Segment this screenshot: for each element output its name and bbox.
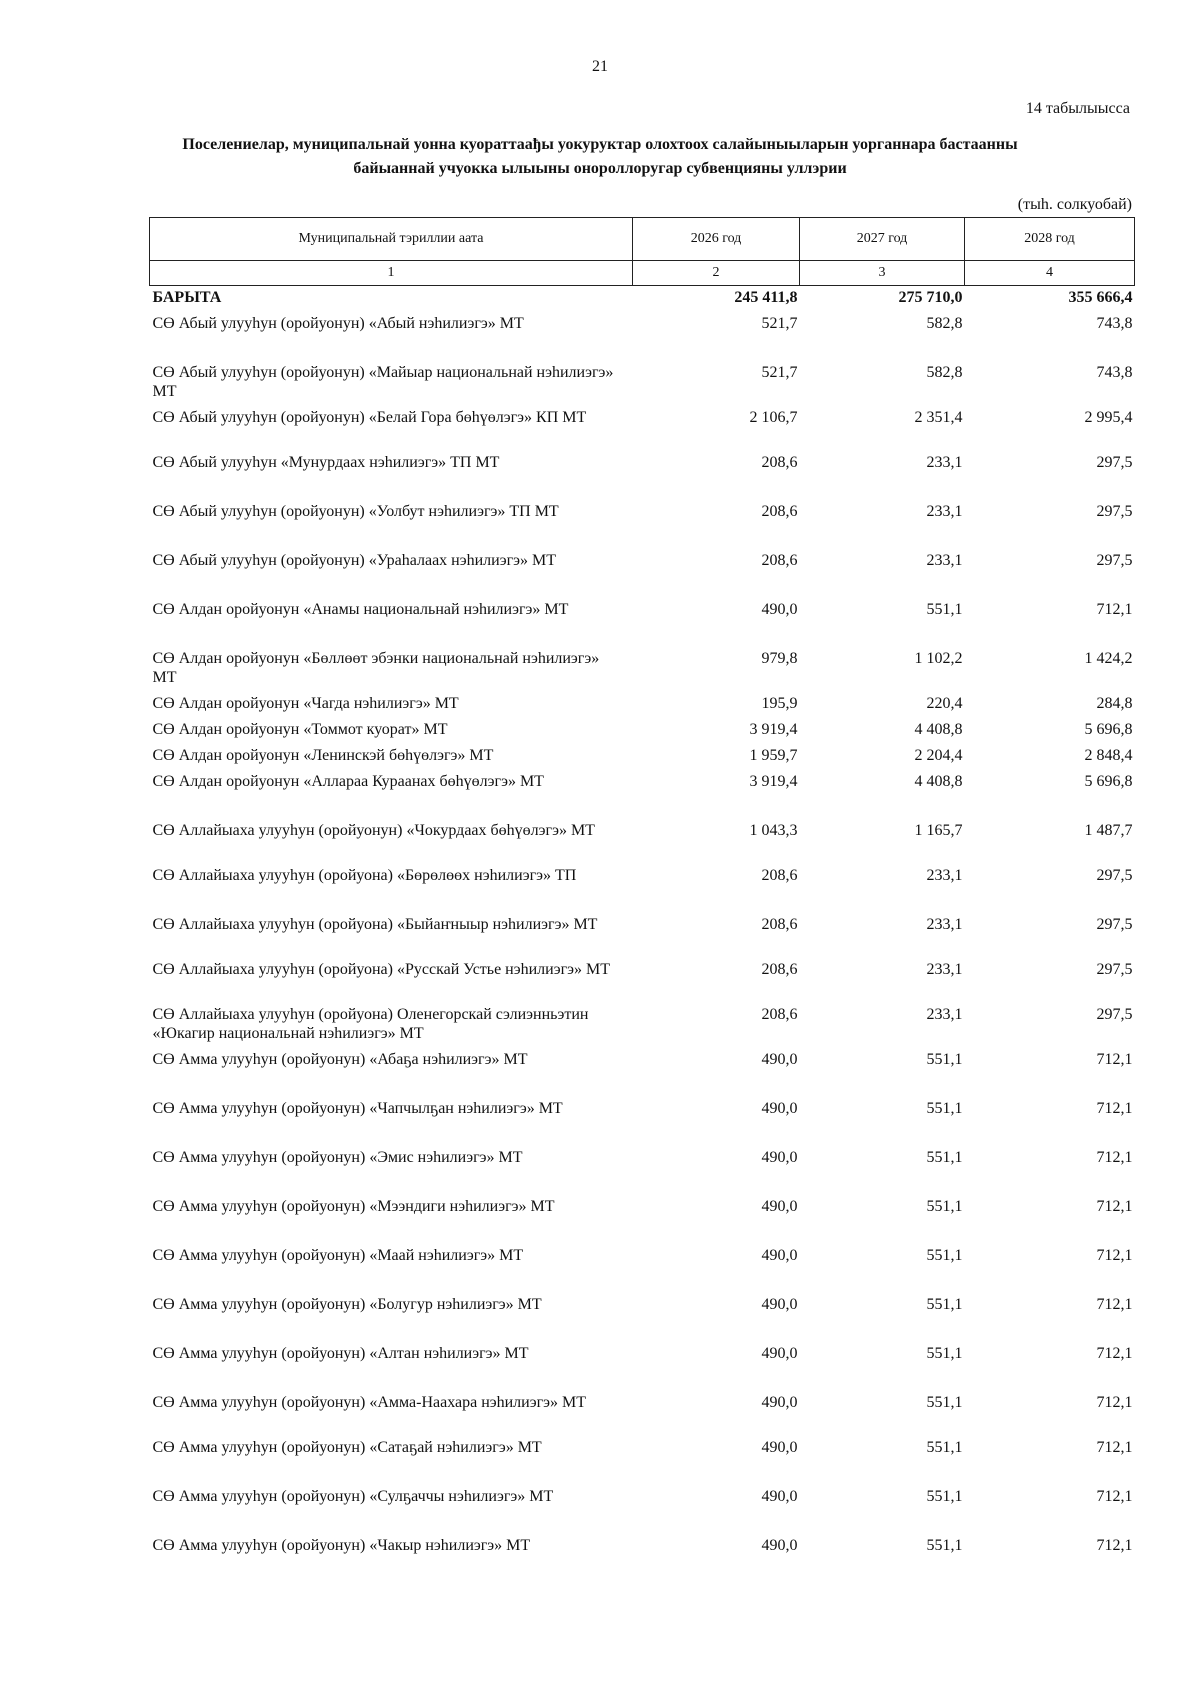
value-2028: 2 848,4 xyxy=(1084,747,1133,764)
value-2028: 297,5 xyxy=(1096,503,1133,520)
value-2027: 551,1 xyxy=(926,1439,963,1456)
table-row xyxy=(150,1148,1135,1197)
column-number-row xyxy=(150,261,1135,286)
table-row xyxy=(150,502,1135,551)
value-2027: 220,4 xyxy=(926,695,963,712)
value-2026: 3 919,4 xyxy=(749,721,798,738)
table-row xyxy=(150,960,1135,1005)
value-2026: 208,6 xyxy=(761,916,798,933)
total-2027: 275 710,0 xyxy=(898,289,963,306)
table-row xyxy=(150,821,1135,866)
title-line-2: байыаннай учуокка ылыыны онороллоругар субвенцияны уллэрии xyxy=(353,160,847,177)
municipality-name: СӨ Амма улууһун (оройуонун) «Сатаҕай нэһилиэгэ» МТ xyxy=(152,1439,542,1456)
value-2028: 5 696,8 xyxy=(1084,773,1133,790)
table-row xyxy=(150,649,1135,694)
table-row xyxy=(150,1536,1135,1585)
value-2026: 490,0 xyxy=(761,1149,798,1166)
municipality-name: СӨ Алдан оройуонун «Анамы национальнай нэһилиэгэ» МТ xyxy=(152,601,569,618)
value-2027: 551,1 xyxy=(926,1100,963,1117)
value-2026: 490,0 xyxy=(761,1100,798,1117)
value-2027: 551,1 xyxy=(926,1198,963,1215)
municipality-name: СӨ Абый улууһун (оройуонун) «Ураһалаах нэһилиэгэ» МТ xyxy=(152,552,556,569)
value-2026: 490,0 xyxy=(761,1247,798,1264)
value-2026: 490,0 xyxy=(761,1439,798,1456)
value-2026: 490,0 xyxy=(761,601,798,618)
value-2026: 490,0 xyxy=(761,1394,798,1411)
value-2028: 1 424,2 xyxy=(1084,650,1133,667)
value-2026: 490,0 xyxy=(761,1345,798,1362)
value-2027: 1 165,7 xyxy=(914,822,963,839)
value-2028: 712,1 xyxy=(1096,1394,1133,1411)
value-2027: 233,1 xyxy=(926,916,963,933)
value-2026: 1 959,7 xyxy=(749,747,798,764)
value-2028: 712,1 xyxy=(1096,1345,1133,1362)
municipality-name: СӨ Абый улууһун (оройуонун) «Майыар национальнай нэһилиэгэ» МТ xyxy=(152,364,614,400)
value-2026: 208,6 xyxy=(761,867,798,884)
municipality-name: СӨ Алдан оройуонун «Аллараа Кураанах бөһүөлэгэ» МТ xyxy=(152,773,544,790)
units-label: (тыһ. солкуобай) xyxy=(1017,196,1132,213)
municipality-name: СӨ Амма улууһун (оройуонун) «Амма-Наахара нэһилиэгэ» МТ xyxy=(152,1394,587,1411)
municipality-name: СӨ Абый улууһун (оройуонун) «Белай Гора бөһүөлэгэ» КП МТ xyxy=(152,409,587,426)
value-2028: 712,1 xyxy=(1096,1488,1133,1505)
value-2028: 297,5 xyxy=(1096,961,1133,978)
table-row xyxy=(150,915,1135,960)
value-2027: 582,8 xyxy=(926,315,963,332)
subvention-table xyxy=(149,217,1135,1585)
table-row xyxy=(150,1295,1135,1344)
municipality-name: СӨ Аллайыаха улууһун (оройуона) «Русскай Устье нэһилиэгэ» МТ xyxy=(152,961,611,978)
municipality-name: СӨ Амма улууһун (оройуонун) «Чапчылҕан нэһилиэгэ» МТ xyxy=(152,1100,563,1117)
municipality-name: СӨ Амма улууһун (оройуонун) «Сулҕаччы нэһилиэгэ» МТ xyxy=(152,1488,554,1505)
municipality-name: СӨ Абый улууһун (оройуонун) «Уолбут нэһилиэгэ» ТП МТ xyxy=(152,503,559,520)
value-2027: 4 408,8 xyxy=(914,773,963,790)
value-2028: 743,8 xyxy=(1096,364,1133,381)
value-2026: 521,7 xyxy=(761,364,798,381)
table-row xyxy=(150,1099,1135,1148)
value-2026: 208,6 xyxy=(761,961,798,978)
value-2026: 208,6 xyxy=(761,454,798,471)
table-row xyxy=(150,551,1135,600)
table-row xyxy=(150,1487,1135,1536)
table-row xyxy=(150,600,1135,649)
column-number: 2 xyxy=(633,261,800,286)
total-2026: 245 411,8 xyxy=(734,289,798,306)
value-2028: 5 696,8 xyxy=(1084,721,1133,738)
municipality-name: СӨ Абый улууһун (оройуонун) «Абый нэһилиэгэ» МТ xyxy=(152,315,524,332)
appendix-label: 14 табылыысса xyxy=(1025,100,1130,117)
table-row xyxy=(150,720,1135,746)
value-2027: 551,1 xyxy=(926,1488,963,1505)
value-2026: 490,0 xyxy=(761,1488,798,1505)
value-2027: 551,1 xyxy=(926,1537,963,1554)
table-row xyxy=(150,453,1135,502)
value-2026: 490,0 xyxy=(761,1198,798,1215)
value-2027: 551,1 xyxy=(926,1345,963,1362)
value-2026: 2 106,7 xyxy=(749,409,798,426)
value-2027: 233,1 xyxy=(926,552,963,569)
value-2027: 551,1 xyxy=(926,1051,963,1068)
municipality-name: СӨ Алдан оройуонун «Ленинскэй бөһүөлэгэ» МТ xyxy=(152,747,494,764)
column-number: 1 xyxy=(150,261,633,286)
value-2027: 582,8 xyxy=(926,364,963,381)
value-2027: 551,1 xyxy=(926,1149,963,1166)
value-2027: 2 351,4 xyxy=(914,409,963,426)
table-row xyxy=(150,1050,1135,1099)
total-2028: 355 666,4 xyxy=(1068,289,1133,306)
value-2027: 233,1 xyxy=(926,961,963,978)
municipality-name: СӨ Амма улууһун (оройуонун) «Маай нэһилиэгэ» МТ xyxy=(152,1247,524,1264)
value-2027: 233,1 xyxy=(926,867,963,884)
table-row xyxy=(150,314,1135,363)
value-2027: 233,1 xyxy=(926,1006,963,1023)
value-2028: 712,1 xyxy=(1096,1198,1133,1215)
municipality-name: СӨ Аллайыаха улууһун (оройуона) «Быйаҥныыр нэһилиэгэ» МТ xyxy=(152,916,598,933)
value-2028: 297,5 xyxy=(1096,552,1133,569)
municipality-name: СӨ Аллайыаха улууһун (оройуонун) «Чокурдаах бөһүөлэгэ» МТ xyxy=(152,822,595,839)
value-2026: 521,7 xyxy=(761,315,798,332)
value-2028: 297,5 xyxy=(1096,1006,1133,1023)
value-2027: 233,1 xyxy=(926,454,963,471)
value-2028: 297,5 xyxy=(1096,916,1133,933)
municipality-name: СӨ Амма улууһун (оройуонун) «Алтан нэһилиэгэ» МТ xyxy=(152,1345,529,1362)
value-2027: 551,1 xyxy=(926,1394,963,1411)
value-2028: 297,5 xyxy=(1096,867,1133,884)
header-municipality: Муниципальнай тэриллии аата xyxy=(150,218,633,261)
table-row xyxy=(150,1438,1135,1487)
page-number: 21 xyxy=(592,58,608,75)
value-2026: 979,8 xyxy=(761,650,798,667)
table-row xyxy=(150,1197,1135,1246)
table-row xyxy=(150,1005,1135,1050)
table-row xyxy=(150,866,1135,915)
value-2028: 712,1 xyxy=(1096,1100,1133,1117)
municipality-name: СӨ Амма улууһун (оройуонун) «Болугур нэһилиэгэ» МТ xyxy=(152,1296,542,1313)
municipality-name: СӨ Аллайыаха улууһун (оройуона) «Бөрөлөөх нэһилиэгэ» ТП xyxy=(152,867,577,884)
table-header-row xyxy=(150,218,1135,261)
value-2027: 551,1 xyxy=(926,601,963,618)
value-2028: 284,8 xyxy=(1096,695,1133,712)
header-2026: 2026 год xyxy=(633,218,800,261)
value-2028: 712,1 xyxy=(1096,1439,1133,1456)
table-body xyxy=(150,314,1135,1585)
table-row xyxy=(150,772,1135,821)
value-2027: 4 408,8 xyxy=(914,721,963,738)
value-2028: 712,1 xyxy=(1096,1149,1133,1166)
value-2028: 712,1 xyxy=(1096,1247,1133,1264)
total-row xyxy=(150,286,1135,315)
table-row xyxy=(150,1246,1135,1295)
value-2028: 712,1 xyxy=(1096,601,1133,618)
value-2026: 1 043,3 xyxy=(749,822,798,839)
value-2028: 712,1 xyxy=(1096,1051,1133,1068)
municipality-name: СӨ Амма улууһун (оройуонун) «Эмис нэһилиэгэ» МТ xyxy=(152,1149,523,1166)
municipality-name: СӨ Амма улууһун (оройуонун) «Чакыр нэһилиэгэ» МТ xyxy=(152,1537,531,1554)
column-number: 3 xyxy=(800,261,965,286)
value-2027: 551,1 xyxy=(926,1296,963,1313)
value-2026: 195,9 xyxy=(761,695,798,712)
value-2026: 490,0 xyxy=(761,1537,798,1554)
value-2028: 2 995,4 xyxy=(1084,409,1133,426)
document-title xyxy=(150,133,1050,181)
value-2026: 208,6 xyxy=(761,503,798,520)
value-2026: 208,6 xyxy=(761,552,798,569)
value-2027: 233,1 xyxy=(926,503,963,520)
value-2026: 3 919,4 xyxy=(749,773,798,790)
municipality-name: СӨ Алдан оройуонун «Бөллөөт эбэнки национальнай нэһилиэгэ» МТ xyxy=(152,650,600,686)
table-row xyxy=(150,1393,1135,1438)
value-2027: 1 102,2 xyxy=(914,650,963,667)
value-2028: 712,1 xyxy=(1096,1296,1133,1313)
header-2027: 2027 год xyxy=(800,218,965,261)
value-2028: 712,1 xyxy=(1096,1537,1133,1554)
value-2026: 490,0 xyxy=(761,1051,798,1068)
table-row xyxy=(150,363,1135,408)
value-2027: 2 204,4 xyxy=(914,747,963,764)
value-2026: 208,6 xyxy=(761,1006,798,1023)
table-row xyxy=(150,694,1135,720)
value-2027: 551,1 xyxy=(926,1247,963,1264)
total-label: БАРЫТА xyxy=(152,289,222,306)
value-2028: 1 487,7 xyxy=(1084,822,1133,839)
value-2028: 297,5 xyxy=(1096,454,1133,471)
header-2028: 2028 год xyxy=(965,218,1135,261)
municipality-name: СӨ Алдан оройуонун «Чагда нэһилиэгэ» МТ xyxy=(152,695,459,712)
municipality-name: СӨ Амма улууһун (оройуонун) «Мээндиги нэһилиэгэ» МТ xyxy=(152,1198,555,1215)
value-2026: 490,0 xyxy=(761,1296,798,1313)
table-row xyxy=(150,1344,1135,1393)
municipality-name: СӨ Аллайыаха улууһун (оройуона) Оленегорскай сэлиэнньэтин «Юкагир национальнай нэһилиэгэ» МТ xyxy=(152,1006,589,1042)
table-row xyxy=(150,408,1135,453)
table-row xyxy=(150,746,1135,772)
municipality-name: СӨ Алдан оройуонун «Томмот куорат» МТ xyxy=(152,721,448,738)
municipality-name: СӨ Амма улууһун (оройуонун) «Абаҕа нэһилиэгэ» МТ xyxy=(152,1051,528,1068)
value-2028: 743,8 xyxy=(1096,315,1133,332)
column-number: 4 xyxy=(965,261,1135,286)
title-line-1: Поселениелар, муниципальнай уонна куораттаађы уокуруктар олохтоох салайыныыларын уорганнара бастаанны xyxy=(182,136,1018,153)
municipality-name: СӨ Абый улууһун «Мунурдаах нэһилиэгэ» ТП МТ xyxy=(152,454,500,471)
